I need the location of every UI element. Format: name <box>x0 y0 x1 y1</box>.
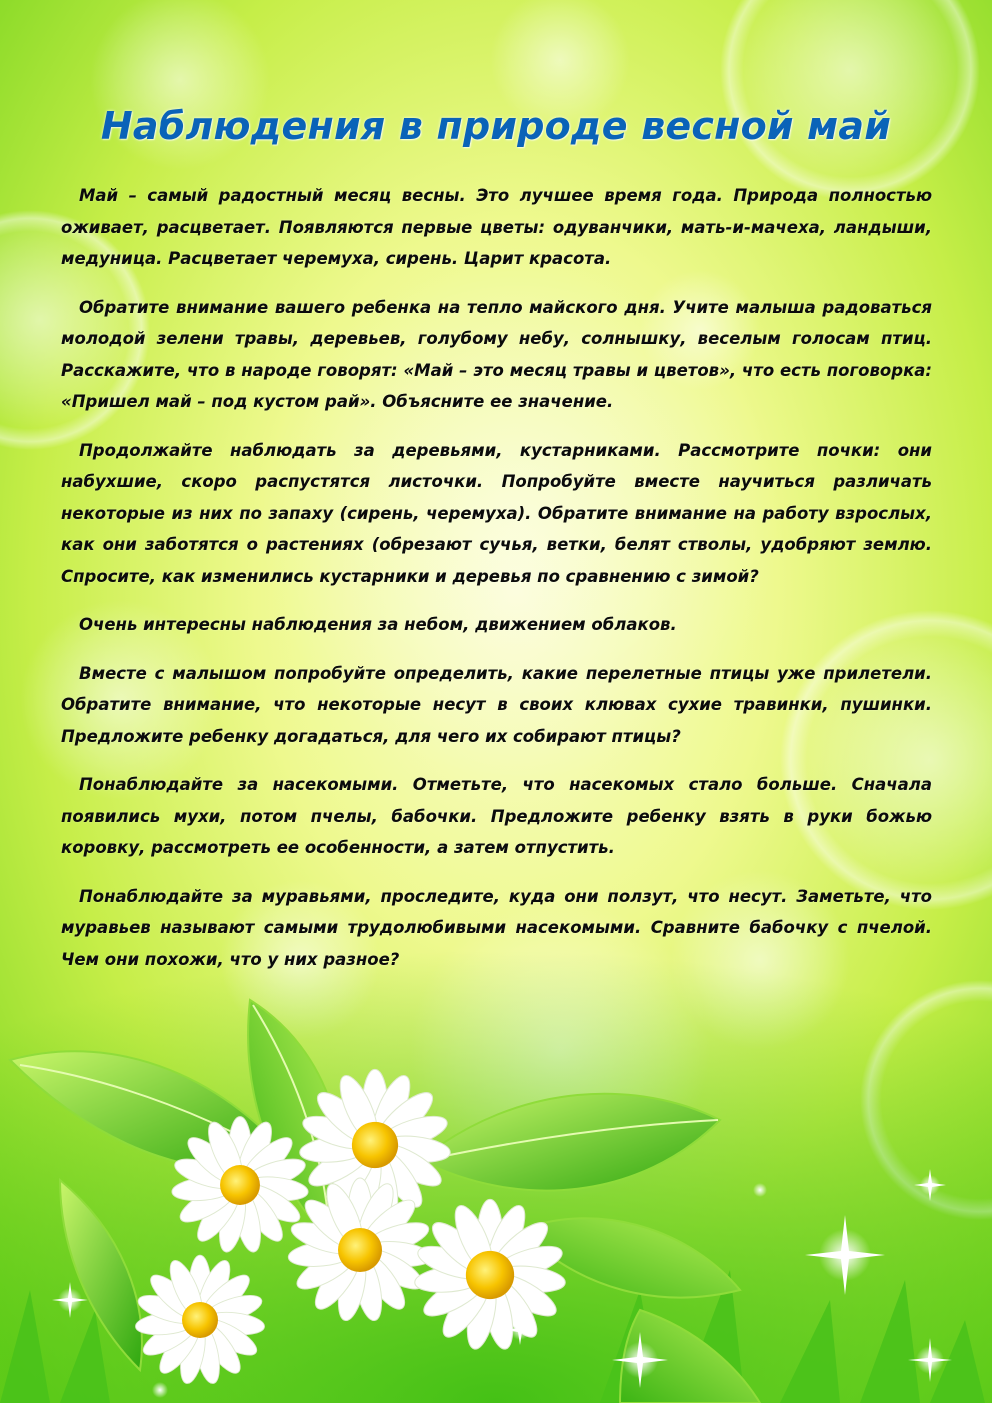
paragraph-trees-shrubs: Продолжайте наблюдать за деревьями, кустарниками. Рассмотрите почки: они набухшие, скоро распустятся листочки. Попробуйте вместе научиться различать некоторые из них по запаху (сирень, черемуха). Обратите внимание на работу взрослых, как они заботятся о растениях (обрезают сучья, ветки, белят стволы, удобряют землю. Спросите, как изменились кустарники и деревья по сравнению с зимой? <box>61 440 932 586</box>
paragraph-birds: Вместе с малышом попробуйте определить, какие перелетные птицы уже прилетели. Обратите внимание, что некоторые несут в своих клювах сухие травинки, пушинки. Предложите ребенку догадаться, для чего их собирают птицы? <box>61 663 932 746</box>
paragraph-warm-day: Обратите внимание вашего ребенка на тепло майского дня. Учите малыша радоваться молодой зелени травы, деревьев, голубому небу, солнышку, веселым голосам птиц. Расскажите, что в народе говорят: «Май – это месяц травы и цветов», что есть поговорка: «Пришел май – под кустом рай». Объясните ее значение. <box>61 297 932 411</box>
article-body <box>61 180 932 992</box>
paragraph-may-intro: Май – самый радостный месяц весны. Это лучшее время года. Природа полностью оживает, расцветает. Появляются первые цветы: одуванчики, мать-и-мачеха, ландыши, медуница. Расцветает черемуха, сирень. Царит красота. <box>61 186 932 268</box>
paragraph-ants: Понаблюдайте за муравьями, проследите, куда они ползут, что несут. Заметьте, что муравьев называют самыми трудолюбивыми насекомыми. Сравните бабочку с пчелой. Чем они похожи, что у них разное? <box>61 886 932 969</box>
page-title: Наблюдения в природе весной май <box>100 104 892 148</box>
paragraph-insects: Понаблюдайте за насекомыми. Отметьте, что насекомых стало больше. Сначала появились мухи, потом пчелы, бабочки. Предложите ребенку взять в руки божью коровку, рассмотреть ее особенности, а затем отпустить. <box>61 775 932 857</box>
paragraph-sky-clouds: Очень интересны наблюдения за небом, движением облаков. <box>79 615 677 634</box>
